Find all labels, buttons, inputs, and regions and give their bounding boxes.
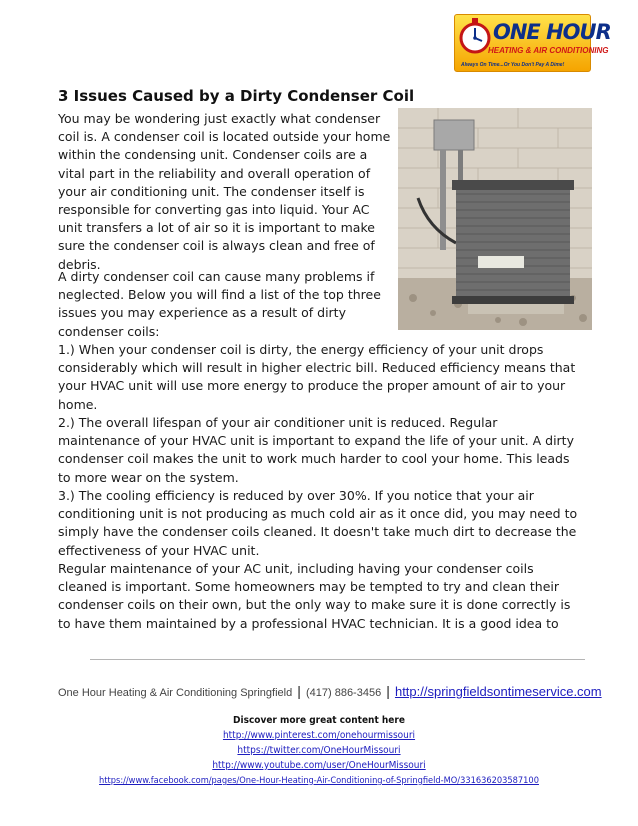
issue-3-paragraph bbox=[58, 487, 577, 560]
text-line: simply have the condenser coils cleaned. It doesn't take much dirt to decrease the bbox=[58, 524, 577, 540]
text-line: Regular maintenance of your AC unit, including having your condenser coils bbox=[58, 561, 534, 576]
text-line: within the condensing unit. Condenser coils are a bbox=[58, 147, 368, 163]
text-line: cleaned is important. Some homeowners may be tempted to try and clean their bbox=[58, 579, 559, 595]
promo-heading: Discover more great content here bbox=[233, 715, 405, 726]
text-line: unit transfers a lot of air so it is important to make bbox=[58, 220, 375, 236]
text-line: issues you may experience as a result of dirty bbox=[58, 305, 346, 321]
problems-intro-paragraph bbox=[58, 268, 381, 341]
text-line: to have them maintained by a professional HVAC technician. It is a good idea to bbox=[58, 615, 559, 631]
footer-separator: | bbox=[297, 683, 301, 699]
text-line: to more wear on the system. bbox=[58, 469, 239, 485]
text-line: You may be wondering just exactly what condenser bbox=[58, 111, 381, 126]
text-line: neglected. Below you will find a list of the top three bbox=[58, 287, 381, 303]
text-line: maintenance of your HVAC unit is important to expand the life of your unit. A dirty bbox=[58, 433, 574, 449]
text-line: sure the condenser coil is always clean and free of bbox=[58, 238, 375, 254]
youtube-link[interactable]: http://www.youtube.com/user/OneHourMissouri bbox=[212, 760, 426, 771]
issue-1-paragraph bbox=[58, 341, 575, 414]
company-logo bbox=[454, 14, 611, 72]
logo-tagline: Always On Time...Or You Don't Pay A Dime! bbox=[461, 62, 565, 68]
maintenance-paragraph bbox=[58, 560, 570, 633]
text-line: your HVAC unit will use more energy to produce the proper amount of air to your bbox=[58, 378, 566, 394]
footer-contact-line bbox=[58, 683, 602, 699]
text-line: condenser coils: bbox=[58, 323, 160, 339]
text-line: debris. bbox=[58, 256, 101, 272]
logo-subtitle: HEATING & AIR CONDITIONING bbox=[488, 46, 609, 55]
footer-company: One Hour Heating & Air Conditioning Springfield bbox=[58, 687, 293, 699]
text-line: condenser coil makes the unit to work much harder to cool your home. This leads bbox=[58, 451, 570, 467]
text-line: 1.) When your condenser coil is dirty, the energy efficiency of your unit drops bbox=[58, 342, 544, 357]
stopwatch-icon bbox=[458, 17, 492, 65]
logo-wordmark: ONE HOUR bbox=[493, 20, 611, 44]
text-line: A dirty condenser coil can cause many problems if bbox=[58, 269, 375, 284]
text-line: effectiveness of your HVAC unit. bbox=[58, 542, 260, 558]
text-line: responsible for converting gas into liquid. Your AC bbox=[58, 202, 370, 218]
twitter-link[interactable]: https://twitter.com/OneHourMissouri bbox=[237, 745, 401, 756]
text-line: 3.) The cooling efficiency is reduced by over 30%. If you notice that your air bbox=[58, 488, 534, 503]
intro-paragraph bbox=[58, 110, 390, 274]
text-line: considerably which will result in higher electric bill. Reduced efficiency means that bbox=[58, 360, 576, 376]
footer-website-link[interactable]: http://springfieldsontimeservice.com bbox=[394, 684, 602, 699]
footer-phone: (417) 886-3456 bbox=[305, 687, 382, 699]
pinterest-link[interactable]: http://www.pinterest.com/onehourmissouri bbox=[222, 730, 416, 741]
condenser-unit-photo bbox=[398, 108, 592, 330]
text-line: condenser coils on their own, but the only way to make sure it is done correctly is bbox=[58, 597, 571, 613]
issue-2-paragraph bbox=[58, 414, 574, 487]
facebook-link[interactable]: https://www.facebook.com/pages/One-Hour-Heating-Air-Conditioning-of-Springfield-MO/331636203587100 bbox=[99, 775, 539, 786]
text-line: coil is. A condenser coil is located outside your home bbox=[58, 129, 391, 145]
text-line: conditioning unit is not producing as much cold air as it once did, you may need to bbox=[58, 506, 578, 522]
text-line: home. bbox=[58, 396, 98, 412]
text-line: your air conditioning unit. The condenser itself is bbox=[58, 183, 365, 199]
footer-divider bbox=[90, 659, 585, 660]
footer-separator: | bbox=[386, 683, 390, 699]
text-line: vital part in the reliability and overall operation of bbox=[58, 165, 371, 181]
article-title: 3 Issues Caused by a Dirty Condenser Coil bbox=[58, 87, 415, 105]
text-line: 2.) The overall lifespan of your air conditioner unit is reduced. Regular bbox=[58, 415, 498, 430]
